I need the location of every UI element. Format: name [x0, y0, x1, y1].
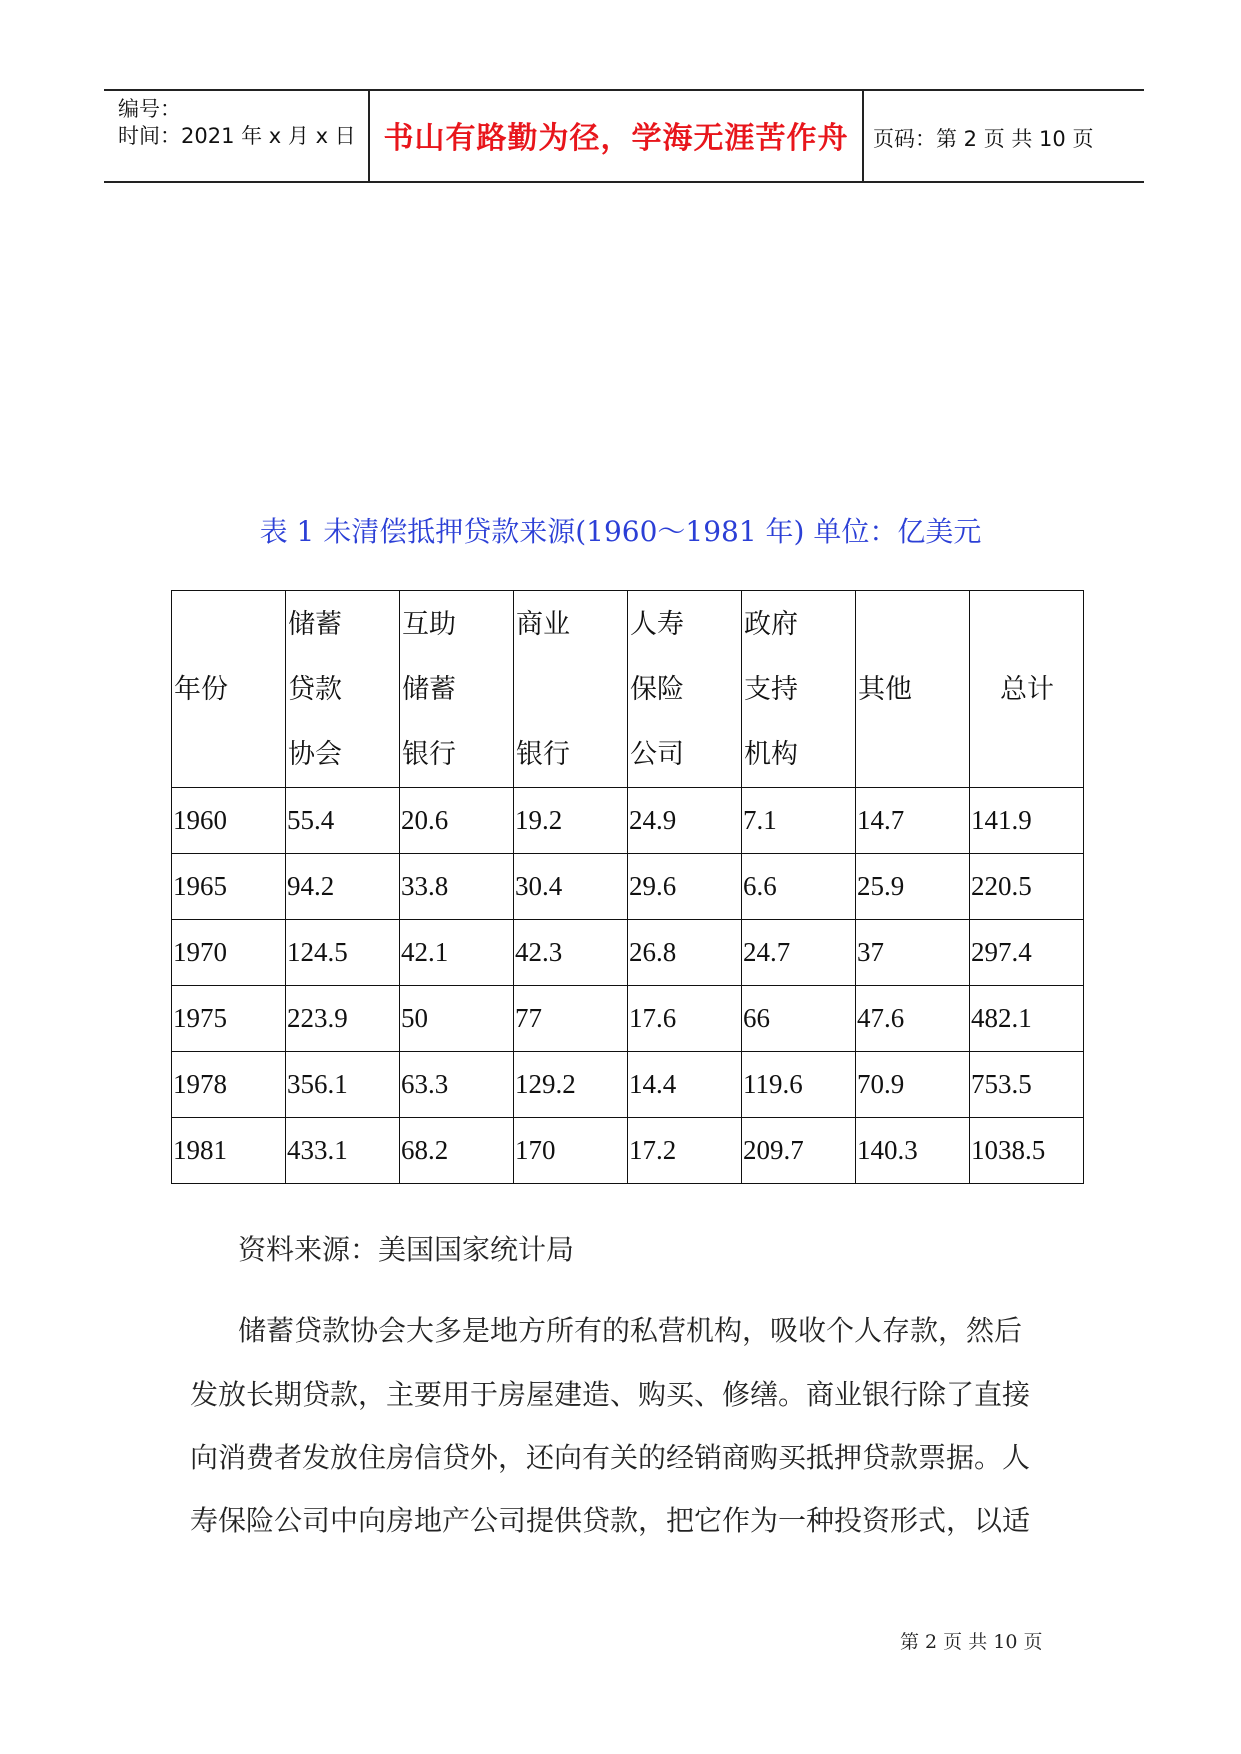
table-cell: 433.1 [286, 1118, 400, 1184]
table-cell: 129.2 [514, 1052, 628, 1118]
body-line: 储蓄贷款协会大多是地方所有的私营机构，吸收个人存款，然后 [238, 1314, 1023, 1347]
table-cell: 7.1 [742, 788, 856, 854]
table-cell: 209.7 [742, 1118, 856, 1184]
header-line: 机构 [744, 739, 798, 769]
table-cell: 753.5 [970, 1052, 1084, 1118]
table-cell: 17.6 [628, 986, 742, 1052]
table-cell: 1960 [172, 788, 286, 854]
header-divider-right [862, 89, 864, 183]
table-cell: 42.1 [400, 920, 514, 986]
footer-page-number: 第 2 页 共 10 页 [900, 1631, 1043, 1653]
header-cell-commercial-bank [514, 591, 628, 788]
table-cell: 70.9 [856, 1052, 970, 1118]
header-line: 保险 [630, 674, 684, 704]
body-line: 向消费者发放住房信贷外，还向有关的经销商购买抵押贷款票据。人 [190, 1441, 1031, 1474]
header-line: 储蓄 [288, 609, 342, 639]
header-cell-mutual-savings [400, 591, 514, 788]
table-cell: 1975 [172, 986, 286, 1052]
table-cell: 6.6 [742, 854, 856, 920]
table-cell: 19.2 [514, 788, 628, 854]
table-header-row [172, 591, 1084, 788]
header-line: 银行 [516, 739, 570, 769]
table-cell: 25.9 [856, 854, 970, 920]
table-row [172, 788, 1084, 854]
header-cell-savings-loan [286, 591, 400, 788]
table-cell: 141.9 [970, 788, 1084, 854]
table-row [172, 854, 1084, 920]
table-cell: 1038.5 [970, 1118, 1084, 1184]
table-cell: 1978 [172, 1052, 286, 1118]
table-cell: 24.9 [628, 788, 742, 854]
source-note: 资料来源：美国国家统计局 [238, 1233, 575, 1266]
header-page-label: 页码：第 2 页 共 10 页 [873, 127, 1094, 151]
header-cell-government-agency [742, 591, 856, 788]
header-date-label: 时间：2021 年 x 月 x 日 [118, 124, 356, 148]
table-cell: 29.6 [628, 854, 742, 920]
table-cell: 37 [856, 920, 970, 986]
table-cell: 297.4 [970, 920, 1084, 986]
header-line: 协会 [288, 739, 342, 769]
table-cell: 68.2 [400, 1118, 514, 1184]
header-line: 储蓄 [402, 674, 456, 704]
table-cell: 1970 [172, 920, 286, 986]
header-line: 人寿 [630, 609, 684, 639]
table-cell: 20.6 [400, 788, 514, 854]
header-line: 支持 [744, 674, 798, 704]
table-cell: 24.7 [742, 920, 856, 986]
header-line: 银行 [402, 739, 456, 769]
header-line: 贷款 [288, 674, 342, 704]
header-line: 其他 [858, 674, 912, 704]
data-table [171, 590, 1084, 1184]
header-line: 年份 [174, 674, 228, 704]
table-cell: 119.6 [742, 1052, 856, 1118]
header-motto: 书山有路勤为径，学海无涯苦作舟 [383, 121, 849, 156]
header-cell-other [856, 591, 970, 788]
body-line: 寿保险公司中向房地产公司提供贷款，把它作为一种投资形式，以适 [190, 1504, 1031, 1537]
table-caption: 表 1 未清偿抵押贷款来源(1960～1981 年) 单位：亿美元 [259, 515, 982, 548]
table-cell: 66 [742, 986, 856, 1052]
table-cell: 55.4 [286, 788, 400, 854]
table-cell: 124.5 [286, 920, 400, 986]
table-cell: 50 [400, 986, 514, 1052]
header-line: 公司 [630, 739, 684, 769]
table-cell: 94.2 [286, 854, 400, 920]
header-line: 政府 [744, 609, 798, 639]
table-row [172, 1052, 1084, 1118]
header-bottom-rule [104, 181, 1144, 183]
table-cell: 47.6 [856, 986, 970, 1052]
header-number-label: 编号： [118, 97, 181, 121]
table-cell: 14.4 [628, 1052, 742, 1118]
table-cell: 223.9 [286, 986, 400, 1052]
table-cell: 1965 [172, 854, 286, 920]
table-row [172, 1118, 1084, 1184]
table-cell: 30.4 [514, 854, 628, 920]
table-cell: 42.3 [514, 920, 628, 986]
table-row [172, 920, 1084, 986]
table-cell: 170 [514, 1118, 628, 1184]
header-cell-total [970, 591, 1084, 788]
header-line: 互助 [402, 609, 456, 639]
table-cell: 77 [514, 986, 628, 1052]
table-cell: 33.8 [400, 854, 514, 920]
table-cell: 482.1 [970, 986, 1084, 1052]
table-cell: 140.3 [856, 1118, 970, 1184]
header-cell-year [172, 591, 286, 788]
table-cell: 63.3 [400, 1052, 514, 1118]
body-line: 发放长期贷款，主要用于房屋建造、购买、修缮。商业银行除了直接 [190, 1378, 1031, 1411]
header-cell-life-insurance [628, 591, 742, 788]
table-cell: 356.1 [286, 1052, 400, 1118]
header-line: 总计 [1000, 674, 1054, 704]
table-cell: 220.5 [970, 854, 1084, 920]
table-cell: 26.8 [628, 920, 742, 986]
table-cell: 14.7 [856, 788, 970, 854]
header-line: 商业 [516, 609, 570, 639]
table-row [172, 986, 1084, 1052]
table-cell: 1981 [172, 1118, 286, 1184]
table-cell: 17.2 [628, 1118, 742, 1184]
